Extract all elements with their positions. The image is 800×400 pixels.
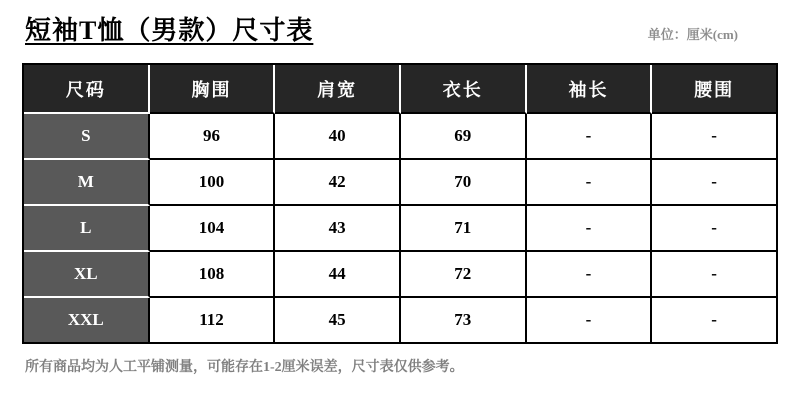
measurement-cell: - <box>652 206 778 252</box>
column-header: 衣长 <box>401 65 527 114</box>
column-header: 胸围 <box>150 65 276 114</box>
size-table-body <box>24 114 778 344</box>
measurement-cell: 44 <box>275 252 401 298</box>
size-table-head <box>24 65 778 114</box>
table-row <box>24 160 778 206</box>
measurement-cell: 73 <box>401 298 527 344</box>
measurement-cell: 45 <box>275 298 401 344</box>
measurement-cell: 43 <box>275 206 401 252</box>
measurement-cell: 72 <box>401 252 527 298</box>
measurement-cell: 40 <box>275 114 401 160</box>
measurement-cell: 100 <box>150 160 276 206</box>
measurement-cell: - <box>527 206 653 252</box>
table-row <box>24 298 778 344</box>
measurement-cell: 104 <box>150 206 276 252</box>
size-table-header-row <box>24 65 778 114</box>
measurement-cell: - <box>652 298 778 344</box>
size-label-cell: M <box>24 160 150 206</box>
unit-label: 单位：厘米(cm) <box>647 27 738 42</box>
measurement-cell: 42 <box>275 160 401 206</box>
table-row <box>24 252 778 298</box>
measurement-cell: - <box>527 114 653 160</box>
size-label-cell: XL <box>24 252 150 298</box>
measurement-cell: - <box>652 252 778 298</box>
measurement-cell: - <box>652 114 778 160</box>
column-header-size: 尺码 <box>24 65 150 114</box>
measurement-cell: 108 <box>150 252 276 298</box>
measurement-cell: 71 <box>401 206 527 252</box>
size-label-cell: S <box>24 114 150 160</box>
size-label-cell: XXL <box>24 298 150 344</box>
measurement-cell: - <box>527 252 653 298</box>
column-header: 肩宽 <box>275 65 401 114</box>
size-table <box>22 63 778 344</box>
column-header: 腰围 <box>652 65 778 114</box>
size-label-cell: L <box>24 206 150 252</box>
page-title: 短袖T恤（男款）尺寸表 <box>25 16 314 45</box>
measurement-cell: 96 <box>150 114 276 160</box>
table-row <box>24 206 778 252</box>
measurement-cell: - <box>527 298 653 344</box>
measurement-cell: - <box>652 160 778 206</box>
footnote: 所有商品均为人工平铺测量，可能存在1-2厘米误差，尺寸表仅供参考。 <box>25 360 464 375</box>
measurement-cell: - <box>527 160 653 206</box>
measurement-cell: 69 <box>401 114 527 160</box>
table-row <box>24 114 778 160</box>
column-header: 袖长 <box>527 65 653 114</box>
measurement-cell: 112 <box>150 298 276 344</box>
measurement-cell: 70 <box>401 160 527 206</box>
